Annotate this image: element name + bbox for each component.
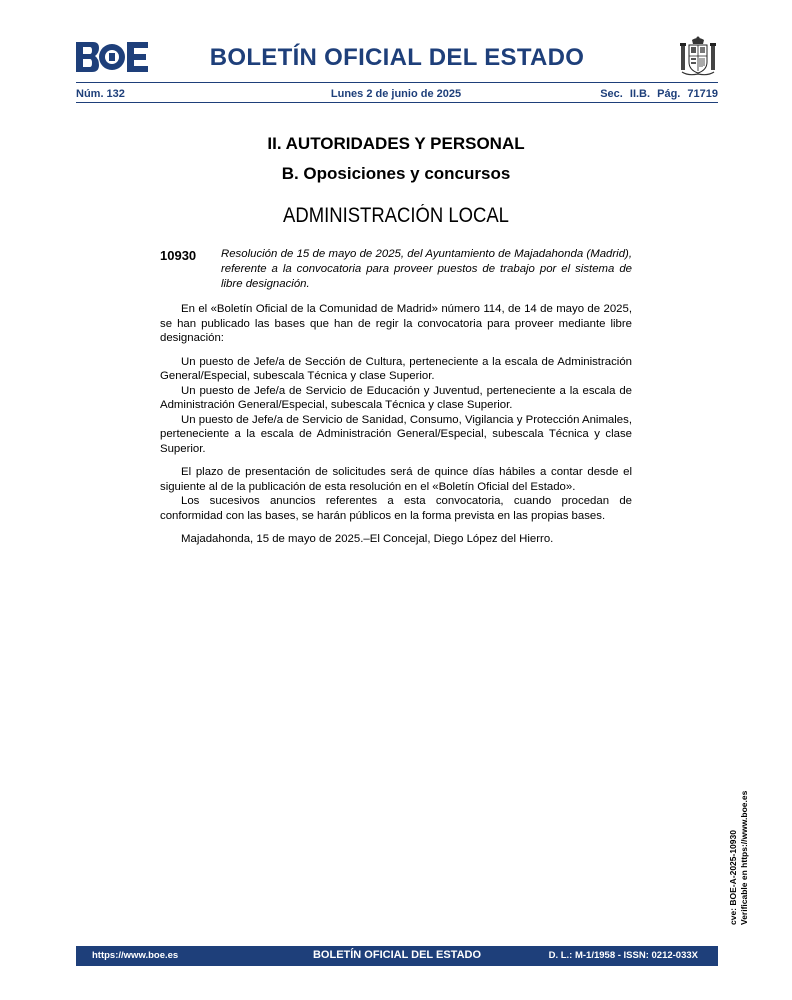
header-bottom-rule [76, 102, 718, 103]
cve-code: cve: BOE-A-2025-10930 [728, 830, 738, 925]
section-title: II. AUTORIDADES Y PERSONAL [267, 134, 525, 153]
header-rule [76, 82, 718, 83]
deadline-paragraph: El plazo de presentación de solicitudes será de quince días hábiles a contar desde el siguiente al de la publicación de esta resolución en el «Boletín Oficial del Estado». [160, 466, 632, 493]
footer-url-link[interactable]: https://www.boe.es [92, 950, 179, 961]
spain-coat-of-arms-icon [678, 36, 718, 78]
section-subtitle: B. Oposiciones y concursos [281, 164, 511, 183]
section-page: Sec. II.B. Pág. 71719 [600, 88, 718, 100]
announcements-paragraph: Los sucesivos anuncios referentes a esta convocatoria, cuando procedan de conformidad con las bases, se harán públicos en la forma prevista en las propias bases. [160, 495, 632, 522]
verify-link[interactable]: Verificable en https://www.boe.es [738, 790, 749, 925]
footer-bar [76, 946, 718, 966]
position-item: Un puesto de Jefe/a de Servicio de Educación y Juventud, perteneciente a la escala de Administración General/Especial, subescala Técnica y clase Superior. [160, 384, 632, 411]
issue-number: Núm. 132 [76, 88, 125, 100]
intro-paragraph: En el «Boletín Oficial de la Comunidad de Madrid» número 114, de 14 de mayo de 2025, se han publicado las bases que han de regir la convocatoria para proveer mediante libre designación: [160, 303, 632, 344]
signature-line: Majadahonda, 15 de mayo de 2025.–El Concejal, Diego López del Hierro. [181, 533, 554, 545]
boe-logo [76, 42, 148, 72]
document-number: 10930 [160, 248, 197, 263]
issue-date: Lunes 2 de junio de 2025 [330, 88, 462, 100]
footer-title: BOLETÍN OFICIAL DEL ESTADO [312, 949, 482, 961]
bulletin-title: BOLETÍN OFICIAL DEL ESTADO [209, 44, 585, 71]
position-item: Un puesto de Jefe/a de Servicio de Sanidad, Consumo, Vigilancia y Protección Animales, perteneciente a la escala de Administración General/Especial, subescala Técnica y clase Superior. [160, 413, 632, 455]
position-item: Un puesto de Jefe/a de Sección de Cultura, perteneciente a la escala de Administración General/Especial, subescala Técnica y clase Superior. [160, 355, 632, 382]
document-body [160, 302, 632, 547]
administration-title: ADMINISTRACIÓN LOCAL [283, 204, 509, 227]
footer-legal: D. L.: M-1/1958 - ISSN: 0212-033X [548, 950, 698, 961]
verification-note [728, 791, 749, 925]
resolution-title: Resolución de 15 de mayo de 2025, del Ayuntamiento de Majadahonda (Madrid), referente a la convocatoria para proveer puestos de trabajo por el sistema de libre designación. [221, 248, 632, 290]
